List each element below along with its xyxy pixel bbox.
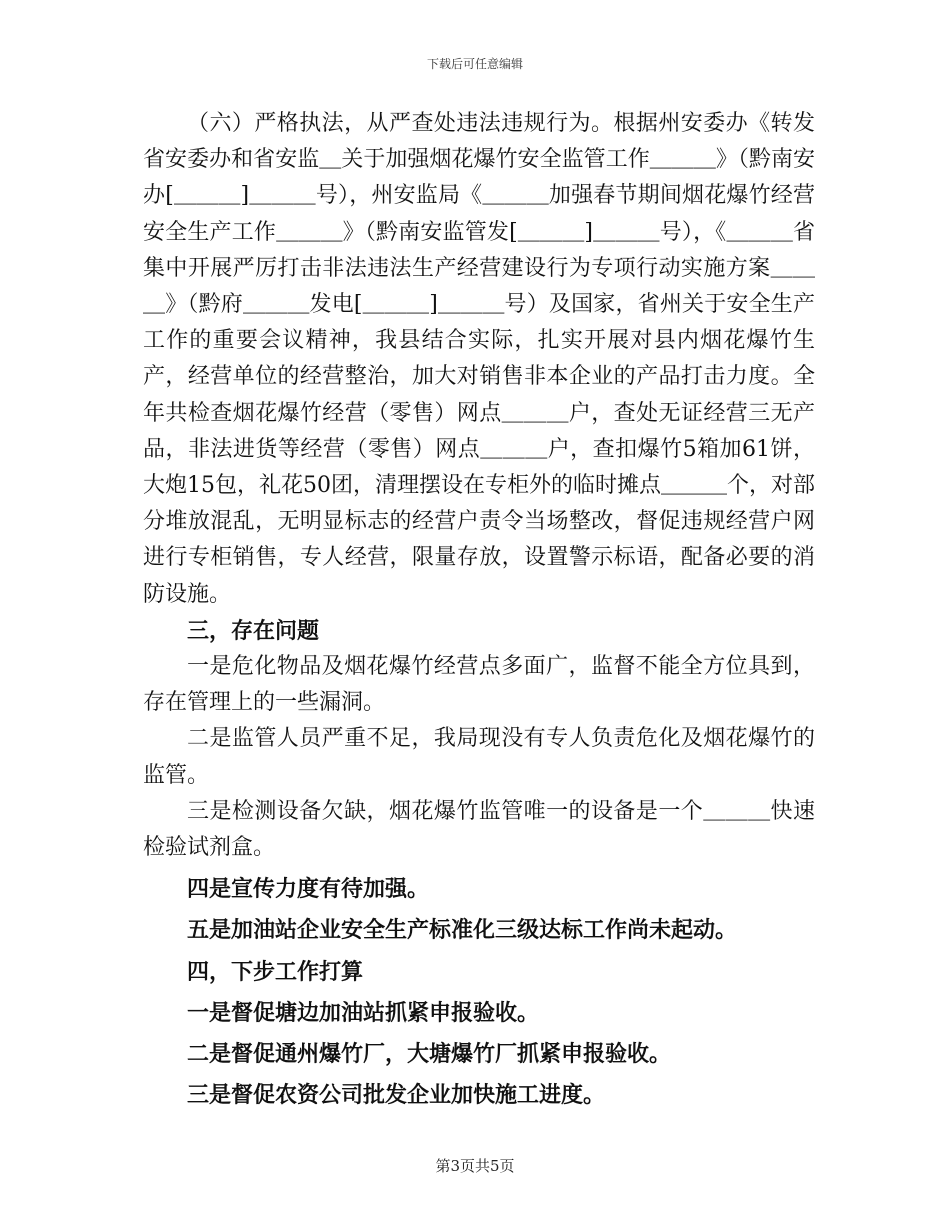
problem-item-3: 三是检测设备欠缺，烟花爆竹监管唯一的设备是一个＿＿＿快速检验试剂盒。 (143, 798, 815, 861)
problem-item-5: 五是加油站企业安全生产标准化三级达标工作尚未起动。 (187, 917, 738, 944)
plan-item-3: 三是督促农资公司批发企业加快施工进度。 (187, 1082, 606, 1109)
problem-item-4: 四是宣传力度有待加强。 (187, 876, 430, 903)
page-number: 第3页共5页 (435, 1157, 515, 1175)
plan-item-1: 一是督促塘边加油站抓紧申报验收。 (187, 999, 540, 1026)
heading-existing-problems: 三，存在问题 (187, 617, 320, 644)
problem-item-1: 一是危化物品及烟花爆竹经营点多面广，监督不能全方位具到，存在管理上的一些漏洞。 (143, 654, 815, 716)
problem-item-2: 二是监管人员严重不足，我局现没有专人负责危化及烟花爆竹的监管。 (143, 726, 815, 788)
heading-next-plan: 四，下步工作打算 (187, 958, 364, 985)
paragraph-strict-enforcement: （六）严格执法，从严查处违法违规行为。根据州安委办《转发省安委办和省安监＿关于加强烟花爆竹安全监管工作＿＿＿》（黔南安办[＿＿＿]＿＿＿号），州安监局《＿＿＿加强春节期间烟花爆竹经营安全生产工作＿＿＿》（黔南安监管发[＿＿＿]＿＿＿号），《＿＿＿省集中开展严厉打击非法违法生产经营建设行为专项行动实施方案＿＿＿》（黔府＿＿＿发电[＿＿＿]＿＿＿号）及国家，省州关于安全生产工作的重要会议精神，我县结合实际，扎实开展对县内烟花爆竹生产，经营单位的经营整治，加大对销售非本企业的产品打击力度。全年共检查烟花爆竹经营（零售）网点＿＿＿户，查处无证经营三无产品，非法进货等经营（零售）网点＿＿＿户，查扣爆竹5箱加61饼，大炮15包，礼花50团，清理摆设在专柜外的临时摊点＿＿＿个，对部分堆放混乱，无明显标志的经营户责令当场整改，督促违规经营户网进行专柜销售，专人经营，限量存放，设置警示标语，配备必要的消防设施。 (143, 111, 815, 607)
plan-item-2: 二是督促通州爆竹厂，大塘爆竹厂抓紧申报验收。 (187, 1041, 672, 1068)
document-body (143, 106, 815, 1113)
page-header-note: 下载后可任意编辑 (426, 57, 523, 71)
